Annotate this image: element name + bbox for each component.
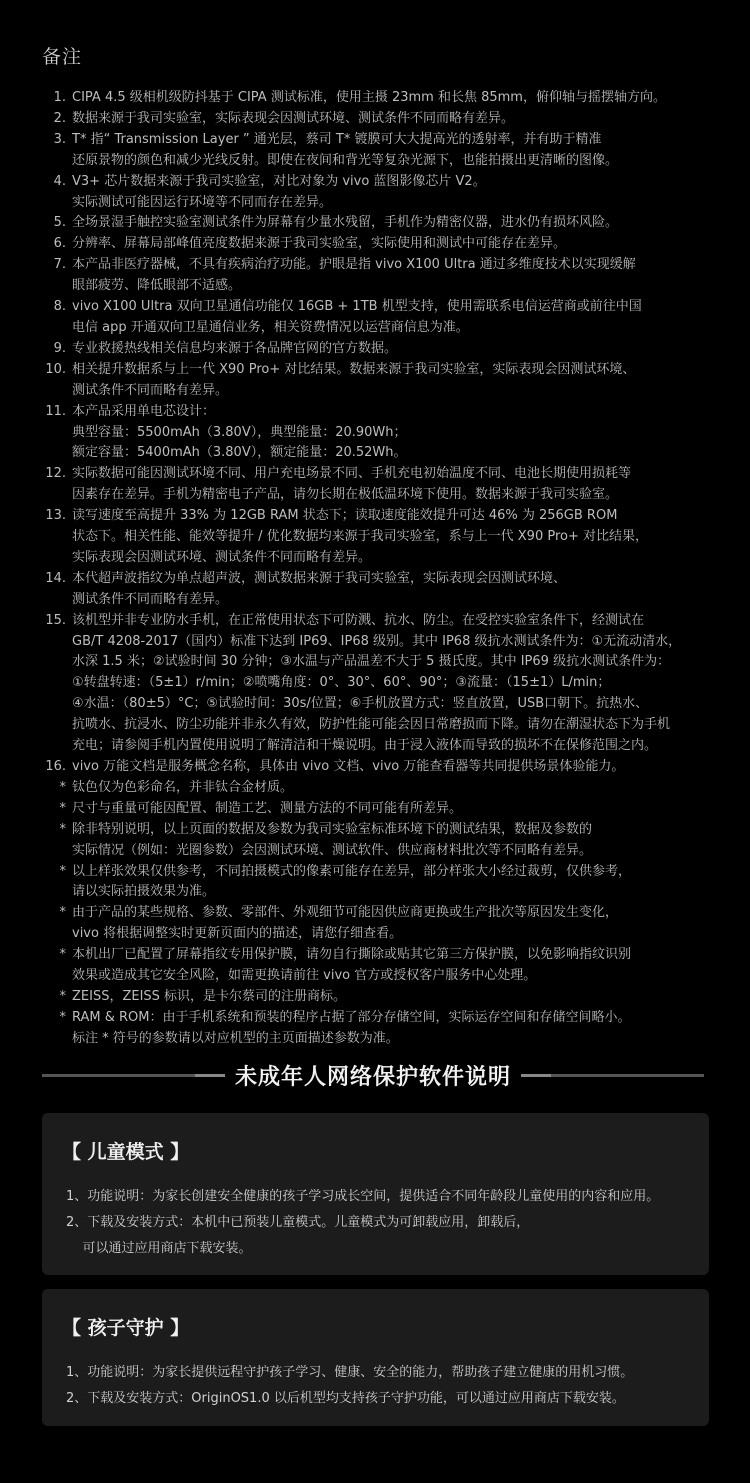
note-item bbox=[40, 757, 720, 778]
note-line: 实际表现会因测试环境、测试条件不同而略有差异。 bbox=[72, 549, 372, 565]
note-item bbox=[40, 339, 720, 360]
note-item bbox=[40, 360, 720, 402]
note-line: 读写速度至高提升 33% 为 12GB RAM 状态下；读取速度能效提升可达 46% 为 256GB ROM bbox=[72, 508, 618, 524]
note-line: 全场景湿手触控实验室测试条件为屏幕有少量水残留，手机作为精密仪器，进水仍有损坏风险。 bbox=[72, 215, 619, 231]
note-text bbox=[72, 945, 720, 987]
note-item bbox=[40, 109, 720, 130]
note-marker: 11. bbox=[45, 403, 66, 419]
note-text bbox=[72, 987, 720, 1008]
divider-accent-left bbox=[195, 1074, 225, 1077]
note-line: ①转盘转速：（5±1）r/min；②喷嘴角度：0°、30°、60°、90°；③流量：（15±1）L/min； bbox=[72, 675, 611, 691]
note-marker: * bbox=[59, 800, 66, 816]
note-line: 本产品采用单电芯设计： bbox=[72, 403, 216, 419]
note-line: 因素存在差异。手机为精密电子产品，请勿长期在极低温环境下使用。数据来源于我司实验室。 bbox=[72, 487, 619, 503]
note-marker: 10. bbox=[45, 361, 66, 377]
note-line: 额定容量：5400mAh（3.80V），额定能量：20.52Wh。 bbox=[72, 445, 407, 461]
note-item bbox=[40, 799, 720, 820]
note-line: RAM & ROM：由于手机系统和预装的程序占据了部分存储空间，实际运存空间和存储空间略小。 bbox=[72, 1009, 631, 1025]
card-line: 2、下载及安装方式：OriginOS1.0 以后机型均支持孩子守护功能，可以通过应用商店下载安装。 bbox=[66, 1391, 625, 1406]
note-line: vivo 万能文档是服务概念名称，具体由 vivo 文档、vivo 万能查看器等共同提供场景体验能力。 bbox=[72, 759, 625, 774]
note-item bbox=[40, 862, 720, 904]
note-line: ZEISS，ZEISS 标识，是卡尔蔡司的注册商标。 bbox=[72, 988, 347, 1004]
card-kids-mode bbox=[42, 1113, 709, 1275]
note-line: 钛色仅为色彩命名，并非钛合金材质。 bbox=[72, 779, 294, 795]
note-line: ④水温：（80±5）°C；⑤试验时间：30s/位置；⑥手机放置方式：竖直放置，USB口朝下。抗热水、 bbox=[72, 696, 649, 712]
note-line: 本代超声波指纹为单点超声波，测试数据来源于我司实验室，实际表现会因测试环境、 bbox=[72, 570, 567, 586]
note-marker: 13. bbox=[45, 508, 66, 524]
note-line: 眼部疲劳、降低眼部不适感。 bbox=[72, 278, 242, 294]
note-text bbox=[72, 757, 720, 778]
note-line: 实际数据可能因测试环境不同、用户充电场景不同、手机充电初始温度不同、电池长期使用损耗等 bbox=[72, 466, 632, 482]
divider-line-right bbox=[551, 1074, 704, 1077]
note-line: 本机出厂已配置了屏幕指纹专用保护膜，请勿自行撕除或贴其它第三方保护膜，以免影响指纹识别 bbox=[72, 947, 632, 963]
note-text bbox=[72, 88, 720, 109]
note-line: GB/T 4208-2017（国内）标准下达到 IP69、IP68 级别。其中 IP68 级抗水测试条件为：①无流动清水， bbox=[72, 633, 682, 649]
note-marker: * bbox=[59, 988, 66, 1004]
note-text bbox=[72, 611, 720, 757]
note-item bbox=[40, 903, 720, 945]
note-text bbox=[72, 213, 720, 234]
note-marker: 1. bbox=[53, 90, 66, 105]
note-line: 测试条件不同而略有差异。 bbox=[72, 591, 229, 607]
note-marker: 9. bbox=[53, 340, 66, 356]
note-line: 抗喷水、抗浸水、防尘功能并非永久有效，防护性能可能会因日常磨损而下降。请勿在潮湿状态下为手机 bbox=[72, 717, 671, 733]
note-text bbox=[72, 903, 720, 945]
section-divider bbox=[42, 1058, 704, 1092]
note-line: 相关提升数据系与上一代 X90 Pro+ 对比结果。数据来源于我司实验室，实际表现会因测试环境、 bbox=[72, 361, 636, 377]
notes-title: 备注 bbox=[42, 46, 83, 68]
note-item bbox=[40, 255, 720, 297]
note-line: 状态下。相关性能、能效等提升 / 优化数据均来源于我司实验室，系与上一代 X90 Pro+ 对比结果， bbox=[72, 529, 649, 545]
note-line: 由于产品的某些规格、参数、零部件、外观细节可能因供应商更换或生产批次等原因发生变化， bbox=[72, 905, 619, 921]
note-line: 分辨率、屏幕局部峰值亮度数据来源于我司实验室，实际使用和测试中可能存在差异。 bbox=[72, 236, 567, 252]
note-text bbox=[72, 339, 720, 360]
note-marker: 14. bbox=[45, 570, 66, 586]
note-item bbox=[40, 778, 720, 799]
note-item bbox=[40, 945, 720, 987]
note-text bbox=[72, 234, 720, 255]
note-line: 该机型并非专业防水手机，在正常使用状态下可防溅、抗水、防尘。在受控实验室条件下，经测试在 bbox=[72, 612, 645, 628]
note-line: 请以实际拍摄效果为准。 bbox=[72, 884, 216, 900]
note-item bbox=[40, 987, 720, 1008]
note-marker: 8. bbox=[53, 299, 66, 315]
note-line: 水深 1.5 米；②试验时间 30 分钟；③水温与产品温差不大于 5 摄氏度。其中 IP69 级抗水测试条件为： bbox=[72, 654, 671, 670]
note-marker: 4. bbox=[53, 173, 66, 189]
note-item bbox=[40, 506, 720, 569]
note-marker: * bbox=[59, 1009, 66, 1025]
section-title: 未成年人网络保护软件说明 bbox=[235, 1064, 512, 1090]
note-item bbox=[40, 172, 720, 214]
note-text bbox=[72, 255, 720, 297]
divider-line-left bbox=[42, 1074, 195, 1077]
note-line: 还原景物的颜色和减少光线反射。即使在夜间和背光等复杂光源下，也能拍摄出更清晰的图像。 bbox=[72, 152, 619, 168]
note-text bbox=[72, 172, 720, 214]
note-line: 以上样张效果仅供参考，不同拍摄模式的像素可能存在差异，部分样张大小经过裁剪，仅供参考， bbox=[72, 863, 632, 879]
note-line: 专业救援热线相关信息均来源于各品牌官网的官方数据。 bbox=[72, 340, 398, 356]
note-text bbox=[72, 130, 720, 172]
note-marker: 3. bbox=[53, 131, 66, 147]
note-marker: * bbox=[59, 905, 66, 921]
note-item bbox=[40, 820, 720, 862]
card-line: 1、功能说明：为家长提供远程守护孩子学习、健康、安全的能力，帮助孩子建立健康的用机习惯。 bbox=[66, 1365, 634, 1380]
note-line: vivo X100 Ultra 双向卫星通信功能仅 16GB + 1TB 机型支持，使用需联系电信运营商或前往中国 bbox=[72, 299, 642, 315]
note-text bbox=[72, 464, 720, 506]
note-text bbox=[72, 569, 720, 611]
note-marker: 16. bbox=[45, 759, 66, 774]
note-marker: 5. bbox=[53, 215, 66, 231]
note-text bbox=[72, 820, 720, 862]
note-marker: 7. bbox=[53, 257, 66, 273]
note-item bbox=[40, 569, 720, 611]
note-text bbox=[72, 1008, 720, 1050]
card-line: 1、功能说明：为家长创建安全健康的孩子学习成长空间，提供适合不同年龄段儿童使用的内容和应用。 bbox=[66, 1189, 660, 1204]
note-item bbox=[40, 234, 720, 255]
note-text bbox=[72, 506, 720, 569]
note-text bbox=[72, 402, 720, 465]
note-line: 数据来源于我司实验室，实际表现会因测试环境、测试条件不同而略有差异。 bbox=[72, 110, 515, 126]
note-text bbox=[72, 799, 720, 820]
note-line: V3+ 芯片数据来源于我司实验室，对比对象为 vivo 蓝图影像芯片 V2。 bbox=[72, 173, 486, 189]
card-title: 【 孩子守护 】 bbox=[62, 1317, 190, 1339]
card-line: 2、下载及安装方式：本机中已预装儿童模式。儿童模式为可卸载应用，卸载后， bbox=[66, 1215, 530, 1230]
notes-list bbox=[40, 88, 720, 1050]
note-marker: 15. bbox=[45, 612, 66, 628]
note-item bbox=[40, 611, 720, 757]
note-line: 实际情况（例如：光圈参数）会因测试环境、测试软件、供应商材料批次等不同略有差异。 bbox=[72, 842, 593, 858]
note-marker: * bbox=[59, 863, 66, 879]
note-item bbox=[40, 464, 720, 506]
card-child-guard bbox=[42, 1289, 709, 1426]
note-item bbox=[40, 297, 720, 339]
note-item bbox=[40, 88, 720, 109]
note-item bbox=[40, 213, 720, 234]
note-text bbox=[72, 862, 720, 904]
card-title: 【 儿童模式 】 bbox=[62, 1141, 190, 1163]
note-item bbox=[40, 130, 720, 172]
card-line: 可以通过应用商店下载安装。 bbox=[66, 1241, 252, 1256]
note-line: 电信 app 开通双向卫星通信业务，相关资费情况以运营商信息为准。 bbox=[72, 319, 469, 335]
note-line: 本产品非医疗器械，不具有疾病治疗功能。护眼是指 vivo X100 Ultra 通过多维度技术以实现缓解 bbox=[72, 257, 636, 273]
note-line: T* 指“ Transmission Layer ” 通光层，蔡司 T* 镀膜可大大提高光的透射率，并有助于精准 bbox=[72, 131, 602, 147]
note-line: 效果或造成其它安全风险，如需更换请前往 vivo 官方或授权客户服务中心处理。 bbox=[72, 968, 537, 984]
note-item bbox=[40, 402, 720, 465]
note-line: vivo 将根据调整实时更新页面内的描述，请您仔细查看。 bbox=[72, 926, 403, 942]
note-text bbox=[72, 778, 720, 799]
note-line: 除非特别说明，以上页面的数据及参数为我司实验室标准环境下的测试结果，数据及参数的 bbox=[72, 821, 593, 837]
note-line: 典型容量：5500mAh（3.80V），典型能量：20.90Wh； bbox=[72, 424, 407, 440]
note-line: CIPA 4.5 级相机级防抖基于 CIPA 测试标准，使用主摄 23mm 和长焦 85mm，俯仰轴与摇摆轴方向。 bbox=[72, 90, 666, 105]
note-text bbox=[72, 109, 720, 130]
note-text bbox=[72, 360, 720, 402]
note-marker: 12. bbox=[45, 466, 66, 482]
note-marker: * bbox=[59, 779, 66, 795]
note-item bbox=[40, 1008, 720, 1050]
note-text bbox=[72, 297, 720, 339]
note-line: 实际测试可能因运行环境等不同而存在差异。 bbox=[72, 194, 333, 210]
note-line: 充电；请参阅手机内置使用说明了解清洁和干燥说明。由于浸入液体而导致的损坏不在保修范围之内。 bbox=[72, 738, 658, 754]
note-marker: * bbox=[59, 947, 66, 963]
note-marker: * bbox=[59, 821, 66, 837]
divider-accent-right bbox=[521, 1074, 551, 1077]
note-line: 测试条件不同而略有差异。 bbox=[72, 382, 229, 398]
note-line: 尺寸与重量可能因配置、制造工艺、测量方法的不同可能有所差异。 bbox=[72, 800, 463, 816]
note-line: 标注 * 符号的参数请以对应机型的主页面描述参数为准。 bbox=[72, 1030, 399, 1046]
note-marker: 2. bbox=[53, 110, 66, 126]
note-marker: 6. bbox=[53, 236, 66, 252]
